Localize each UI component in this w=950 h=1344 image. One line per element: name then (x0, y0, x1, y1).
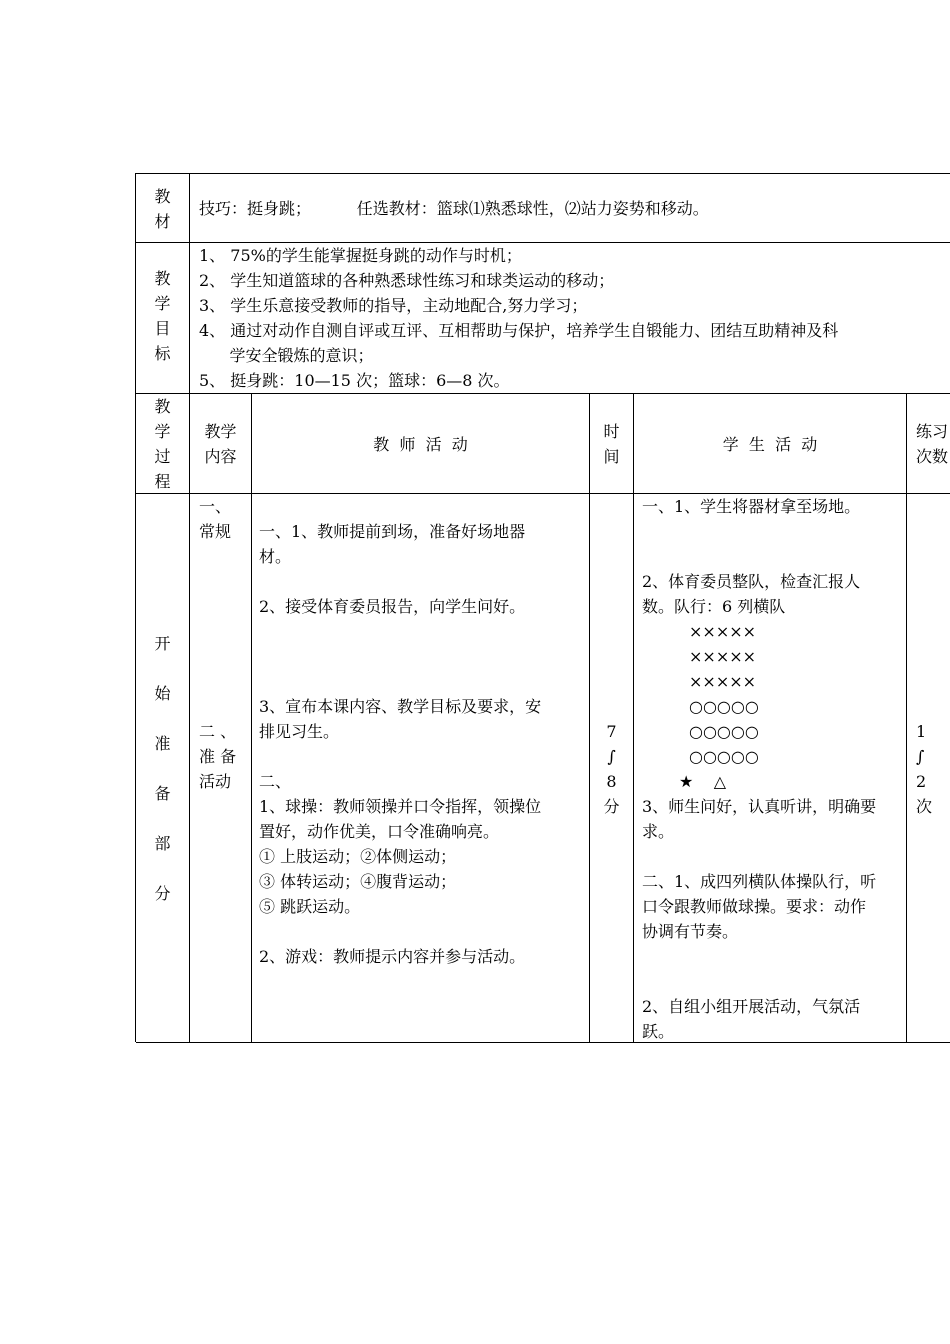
time-header-line: 间 (603, 447, 620, 466)
content-routine: 常规 (199, 522, 232, 541)
lesson-plan-table (135, 173, 950, 1042)
goal-item: 1、 75%的学生能掌握挺身跳的动作与时机； (199, 246, 522, 265)
formation-row: ××××× (689, 647, 757, 666)
goals-label-char: 标 (154, 344, 171, 363)
material-label-char: 材 (154, 212, 171, 231)
student-header-cell (634, 394, 907, 494)
student-activity-cell (634, 494, 907, 1043)
content-cell (190, 494, 252, 1043)
content-header-cell (190, 394, 252, 494)
reps-value: ∫ (916, 747, 925, 766)
teacher-activity-line: 排见习生。 (259, 722, 340, 741)
process-header-char: 学 (154, 422, 171, 441)
goal-item: 学安全锻炼的意识； (199, 346, 374, 365)
teacher-activity-line: 2、接受体育委员报告，向学生问好。 (259, 597, 526, 616)
time-header-cell (590, 394, 634, 494)
goal-item: 3、 学生乐意接受教师的指导，主动地配合,努力学习； (199, 296, 588, 315)
reps-value: 1 (916, 722, 927, 741)
section-label-cell (136, 494, 190, 1043)
goal-item: 4、 通过对动作自测自评或互评、互相帮助与保护，培养学生自锻能力、团结互助精神及科 (199, 321, 839, 340)
student-activity-line: 3、师生问好，认真听讲，明确要 (642, 797, 877, 816)
process-header-char: 教 (154, 397, 171, 416)
goals-label-char: 学 (154, 294, 171, 313)
reps-cell (907, 494, 950, 1043)
student-activity-line: 跃。 (642, 1022, 675, 1041)
content-routine: 一、 (199, 497, 232, 516)
goals-label-char: 目 (154, 319, 171, 338)
student-activity-line: 二、1、成四列横队体操队行，听 (642, 872, 877, 891)
time-value: 7 (606, 722, 617, 741)
formation-row: ××××× (689, 672, 757, 691)
student-activity-line: 协调有节奏。 (642, 922, 739, 941)
material-label-cell (136, 174, 190, 243)
process-header-char: 程 (154, 472, 171, 491)
section-label-char: 准 (154, 734, 171, 753)
teacher-activity-line: 3、宣布本课内容、教学目标及要求，安 (259, 697, 542, 716)
goals-label-char: 教 (154, 269, 171, 288)
reps-value: 次 (916, 797, 933, 816)
teacher-header: 教 师 活 动 (373, 435, 468, 454)
section-label-char: 备 (154, 784, 171, 803)
section-label-char: 始 (154, 684, 171, 703)
formation-row: ○○○○○ (689, 697, 759, 716)
student-activity-line: 2、体育委员整队，检查汇报人 (642, 572, 861, 591)
time-header-line: 时 (603, 422, 620, 441)
content-warmup: 准 备 (199, 747, 237, 766)
process-header-char: 过 (154, 447, 171, 466)
section-label-char: 开 (154, 634, 171, 653)
section-label-char: 分 (154, 884, 171, 903)
process-header-cell (136, 394, 190, 494)
goals-content-cell (190, 243, 950, 394)
material-label-char: 教 (154, 187, 171, 206)
teacher-header-cell (252, 394, 590, 494)
material-content: 技巧：挺身跳； 任选教材：篮球⑴熟悉球性，⑵站力姿势和移动。 (199, 199, 709, 218)
teacher-activity-line: ③ 体转运动；④腹背运动； (259, 872, 457, 891)
time-value: 8 (606, 772, 617, 791)
student-activity-line: 求。 (642, 822, 675, 841)
teacher-activity-line: 一、1、教师提前到场，准备好场地器 (259, 522, 526, 541)
material-content-cell (190, 174, 950, 243)
reps-header-line: 练习 (916, 422, 949, 441)
content-header-line: 教学 (204, 422, 237, 441)
reps-value: 2 (916, 772, 927, 791)
student-activity-line: 数。队行：6 列横队 (642, 597, 786, 616)
time-value: 分 (603, 797, 620, 816)
reps-header-cell (907, 394, 950, 494)
student-activity-line: 口令跟教师做球操。要求：动作 (642, 897, 867, 916)
teacher-activity-line: ① 上肢运动；②体侧运动； (259, 847, 457, 866)
content-header-line: 内容 (204, 447, 237, 466)
teacher-activity-line: 1、球操：教师领操并口令指挥，领操位 (259, 797, 542, 816)
teacher-activity-line: 置好，动作优美，口令准确响亮。 (259, 822, 500, 841)
goals-label-cell (136, 243, 190, 394)
section-label-char: 部 (154, 834, 171, 853)
teacher-activity-line: 二、 (259, 772, 292, 791)
student-activity-line: 2、自组小组开展活动，气氛活 (642, 997, 861, 1016)
content-warmup: 二 、 (199, 722, 237, 741)
time-value: ∫ (607, 747, 616, 766)
student-header: 学 生 活 动 (722, 435, 818, 454)
time-cell (590, 494, 634, 1043)
formation-teacher-row: ★ △ (679, 772, 726, 791)
reps-header-line: 次数 (916, 447, 949, 466)
teacher-activity-cell (252, 494, 590, 1043)
teacher-activity-line: ⑤ 跳跃运动。 (259, 897, 361, 916)
formation-row: ○○○○○ (689, 722, 759, 741)
goal-item: 5、 挺身跳：10—15 次；篮球：6—8 次。 (199, 371, 510, 390)
content-warmup: 活动 (199, 772, 232, 791)
teacher-activity-line: 2、游戏：教师提示内容并参与活动。 (259, 947, 526, 966)
formation-row: ××××× (689, 622, 757, 641)
teacher-activity-line: 材。 (259, 547, 292, 566)
student-activity-line: 一、1、学生将器材拿至场地。 (642, 497, 861, 516)
goal-item: 2、 学生知道篮球的各种熟悉球性练习和球类运动的移动； (199, 271, 615, 290)
formation-row: ○○○○○ (689, 747, 759, 766)
